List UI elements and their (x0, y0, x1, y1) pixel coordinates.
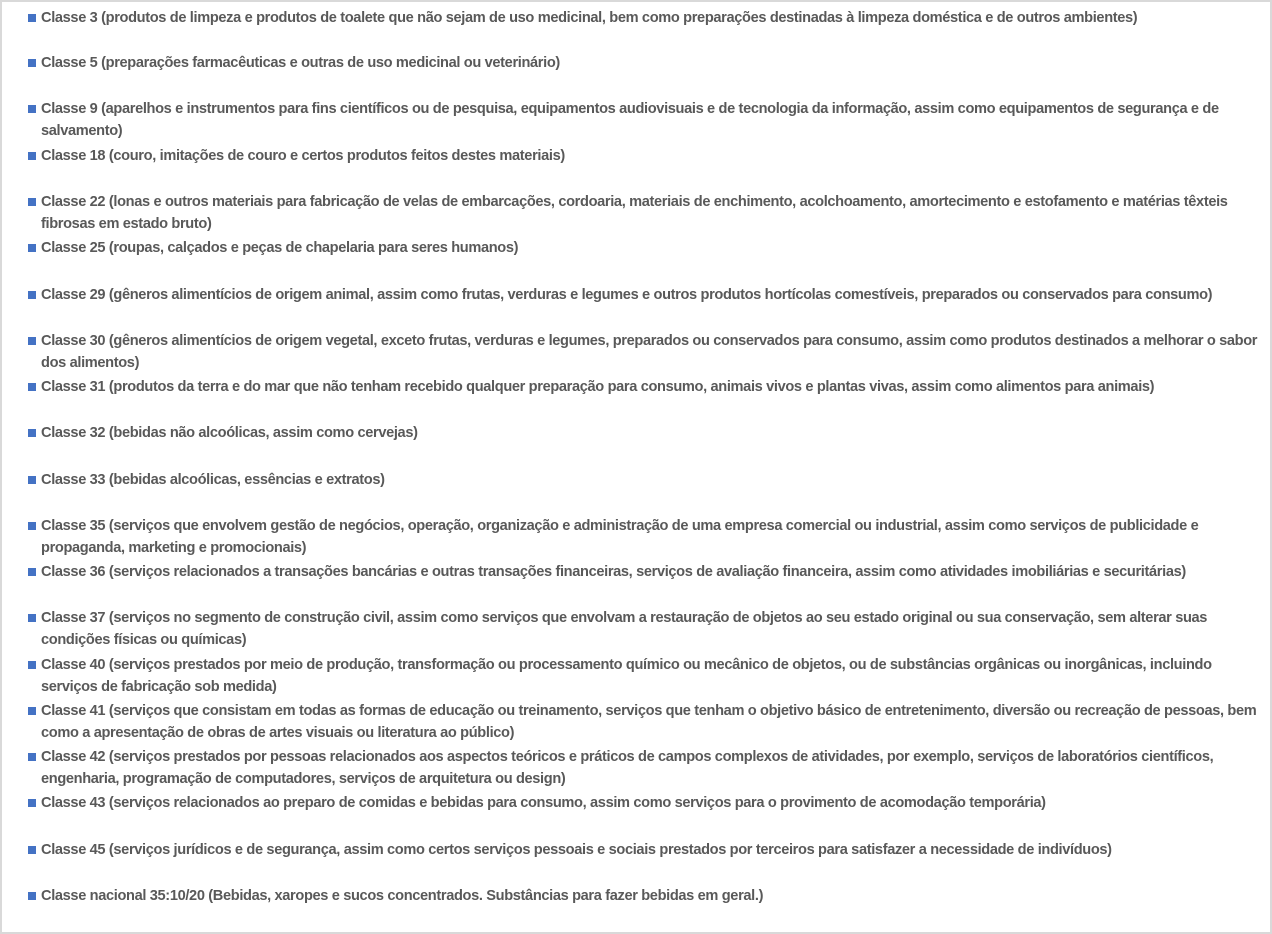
square-bullet-icon (28, 383, 36, 391)
list-item-text: Classe 43 (serviços relacionados ao preparo de comidas e bebidas para consumo, assim como serviços para o provimento de acomodação temporária) (41, 795, 1046, 811)
list-item-text: Classe 5 (preparações farmacêuticas e outras de uso medicinal ou veterinário) (41, 55, 560, 71)
list-item-text: Classe 9 (aparelhos e instrumentos para fins científicos ou de pesquisa, equipamentos audiovisuais e de tecnologia da informação, assim como equipamentos de segurança e de salvamento) (41, 101, 1219, 139)
square-bullet-icon (28, 707, 36, 715)
list-item-classe-33 (28, 470, 1263, 492)
list-item-text: Classe 3 (produtos de limpeza e produtos de toalete que não sejam de uso medicinal, bem como preparações destinadas à limpeza doméstica e de outros ambientes) (41, 10, 1138, 26)
square-bullet-icon (28, 337, 36, 345)
list-item-classe-18 (28, 146, 1263, 168)
square-bullet-icon (28, 429, 36, 437)
list-item-classe-9 (28, 99, 1263, 142)
list-item-classe-30 (28, 331, 1263, 374)
list-item-text: Classe 40 (serviços prestados por meio de produção, transformação ou processamento químico ou mecânico de objetos, ou de substâncias orgânicas ou inorgânicas, incluindo serviços de fabricação sob medida) (41, 657, 1212, 695)
square-bullet-icon (28, 59, 36, 67)
list-item-classe-36 (28, 562, 1263, 584)
list-item-classe-nacional (28, 886, 1263, 908)
list-item-classe-43 (28, 793, 1263, 815)
list-item-text: Classe nacional 35:10/20 (Bebidas, xaropes e sucos concentrados. Substâncias para fazer bebidas em geral.) (41, 888, 764, 904)
list-item-classe-45 (28, 840, 1263, 862)
list-item-classe-31 (28, 377, 1263, 399)
square-bullet-icon (28, 568, 36, 576)
list-item-text: Classe 25 (roupas, calçados e peças de chapelaria para seres humanos) (41, 240, 519, 256)
list-item-classe-25 (28, 238, 1263, 260)
list-item-classe-3 (28, 8, 1263, 30)
square-bullet-icon (28, 476, 36, 484)
square-bullet-icon (28, 846, 36, 854)
list-item-classe-40 (28, 655, 1263, 698)
list-item-text: Classe 35 (serviços que envolvem gestão de negócios, operação, organização e administração de uma empresa comercial ou industrial, assim como serviços de publicidade e propaganda, marketing e promocionais) (41, 518, 1199, 556)
list-item-classe-41 (28, 701, 1263, 744)
square-bullet-icon (28, 152, 36, 160)
list-item-text: Classe 29 (gêneros alimentícios de origem animal, assim como frutas, verduras e legumes e outros produtos hortícolas comestíveis, preparados ou conservados para consumo) (41, 287, 1213, 303)
list-item-text: Classe 32 (bebidas não alcoólicas, assim como cervejas) (41, 425, 418, 441)
square-bullet-icon (28, 198, 36, 206)
square-bullet-icon (28, 753, 36, 761)
square-bullet-icon (28, 291, 36, 299)
list-item-text: Classe 22 (lonas e outros materiais para fabricação de velas de embarcações, cordoaria, materiais de enchimento, acolchoamento, amortecimento e estofamento e matérias têxteis fibrosas em estado bruto) (41, 194, 1228, 232)
list-item-text: Classe 30 (gêneros alimentícios de origem vegetal, exceto frutas, verduras e legumes, preparados ou conservados para consumo, assim como produtos destinados a melhorar o sabor dos alimentos) (41, 333, 1258, 371)
list-item-classe-37 (28, 608, 1263, 651)
list-item-text: Classe 18 (couro, imitações de couro e certos produtos feitos destes materiais) (41, 148, 565, 164)
square-bullet-icon (28, 892, 36, 900)
list-item-text: Classe 36 (serviços relacionados a transações bancárias e outras transações financeiras, serviços de avaliação financeira, assim como atividades imobiliárias e securitárias) (41, 564, 1186, 580)
list-item-text: Classe 41 (serviços que consistam em todas as formas de educação ou treinamento, serviços que tenham o objetivo básico de entretenimento, diversão ou recreação de pessoas, bem como a apresentação de obras de artes visuais ou literatura ao público) (41, 703, 1257, 741)
list-item-text: Classe 45 (serviços jurídicos e de segurança, assim como certos serviços pessoais e sociais prestados por terceiros para satisfazer a necessidade de indivíduos) (41, 842, 1112, 858)
list-item-text: Classe 31 (produtos da terra e do mar que não tenham recebido qualquer preparação para consumo, animais vivos e plantas vivas, assim como alimentos para animais) (41, 379, 1155, 395)
list-item-classe-29 (28, 285, 1263, 307)
list-item-classe-35 (28, 516, 1263, 559)
square-bullet-icon (28, 799, 36, 807)
list-item-text: Classe 37 (serviços no segmento de construção civil, assim como serviços que envolvam a restauração de objetos ao seu estado original ou sua conservação, sem alterar suas condições físicas ou químicas) (41, 610, 1208, 648)
square-bullet-icon (28, 105, 36, 113)
list-item-classe-42 (28, 747, 1263, 790)
list-item-classe-32 (28, 423, 1263, 445)
list-item-classe-5 (28, 53, 1263, 75)
square-bullet-icon (28, 614, 36, 622)
class-list (2, 2, 1270, 932)
list-item-text: Classe 33 (bebidas alcoólicas, essências e extratos) (41, 472, 385, 488)
square-bullet-icon (28, 244, 36, 252)
square-bullet-icon (28, 522, 36, 530)
square-bullet-icon (28, 661, 36, 669)
list-item-classe-22 (28, 192, 1263, 235)
square-bullet-icon (28, 14, 36, 22)
list-item-text: Classe 42 (serviços prestados por pessoas relacionados aos aspectos teóricos e práticos de campos complexos de atividades, por exemplo, serviços de laboratórios científicos, engenharia, programação de computadores, serviços de arquitetura ou design) (41, 749, 1214, 787)
